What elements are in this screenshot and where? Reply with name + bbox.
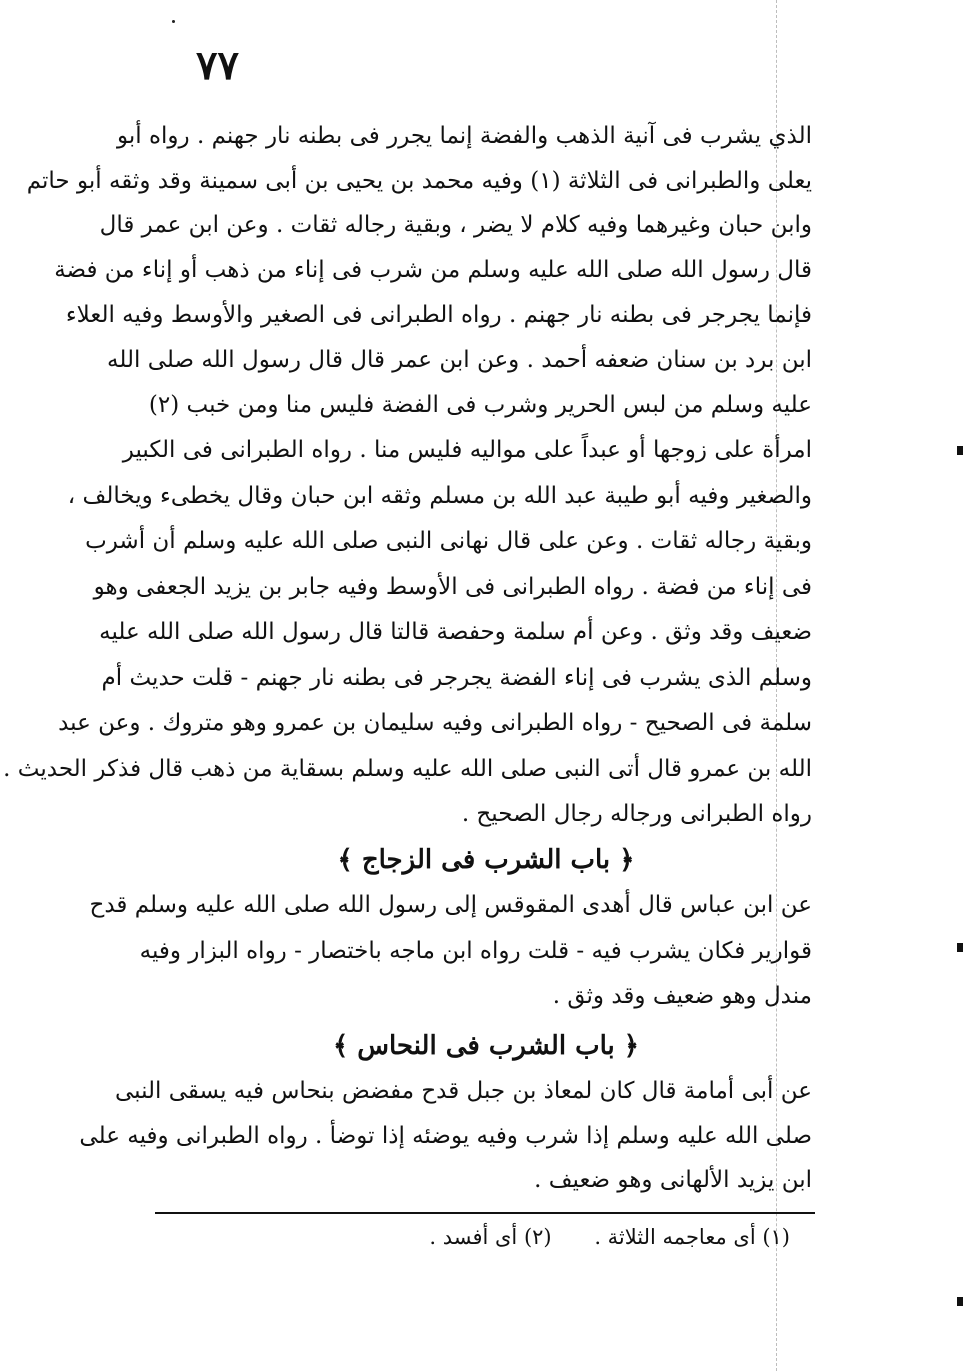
text-line: الذي يشرب فى آنية الذهب والفضة إنما يجرر فى بطنه نار جهنم . رواه أبو [117,123,812,149]
footnotes [160,1222,790,1252]
footnote-2: (٢) أى أفسد . [429,1225,552,1249]
text-line: فى إناء من فضة . رواه الطبرانى فى الأوسط وفيه جابر بن يزيد الجعفى وهو [93,574,812,600]
text-line: ضعيف وقد وثق . وعن أم سلمة وحفصة قالتا قال رسول الله صلى الله عليه [99,619,812,645]
text-line: عليه وسلم من لبس الحرير وشرب فى الفضة فليس منا ومن خبب (٢) [148,392,812,418]
text-line: مندل وهو ضعيف وقد وثق . [552,983,812,1009]
footnote-1: (١) أى معاجمه الثلاثة . [594,1225,790,1249]
text-line: امرأة على زوجها أو عبداً على مواليه فليس منا . رواه الطبرانى فى الكبير [122,437,812,463]
text-line: عن أبى أمامة قال كان لمعاذ بن جبل قدح مفضض بنحاس فيه يسقى النبى [114,1078,812,1104]
text-line: ابن برد بن سنان ضعفه أحمد . وعن ابن عمر قال قال رسول الله صلى الله [107,347,812,373]
section-heading: ﴿ باب الشرب فى الزجاج ﴾ [337,845,635,875]
margin-mark [957,446,963,455]
section-heading: ﴿ باب الشرب فى النحاس ﴾ [332,1031,640,1061]
text-line: الله بن عمرو قال أتى النبى صلى الله عليه وسلم بسقاية من ذهب قال فذكر الحديث . [3,756,812,782]
text-line: وسلم الذى يشرب فى إناء الفضة يجرجر فى بطنه نار جهنم - قلت حديث أم [101,665,812,691]
text-line: رواه الطبرانى ورجاله رجال الصحيح . [461,801,812,827]
text-line: فإنما يجرجر فى بطنه نار جهنم . رواه الطبرانى فى الصغير والأوسط وفيه العلاء [65,302,812,328]
text-line: والصغير وفيه أبو طيبة عبد الله بن مسلم وثقه ابن حبان وقال يخطىء ويخالف ، [67,483,812,509]
text-line: صلى الله عليه وسلم إذا شرب وفيه يوضئه إذا توضأ . رواه الطبرانى وفيه على [79,1123,812,1149]
text-line: وابن حبان وغيرهما وفيه كلام لا يضر ، وبقية رجاله ثقات . وعن ابن عمر قال [99,212,812,238]
text-line: قال رسول الله صلى الله عليه وسلم من شرب فى إناء من ذهب أو إناء من فضة [54,257,812,283]
text-line: يعلى والطبرانى فى الثلاثة (١) وفيه محمد بن يحيى بن أبى سمينة وقد وثقه أبو حاتم [26,168,812,194]
footnote-rule [155,1212,815,1214]
text-line: سلمة فى الصحيح - رواه الطبرانى وفيه سليمان بن عمرو وهو متروك . وعن عبد [58,710,812,736]
text-line: قوارير فكان يشرب فيه - قلت رواه ابن ماجه باختصار - رواه البزار وفيه [139,938,812,964]
margin-mark [957,943,963,952]
text-line: ابن يزيد الألهانى وهو ضعيف . [534,1167,812,1193]
text-line: وبقية رجاله ثقات . وعن على قال نهانى النبى صلى الله عليه وسلم أن أشرب [85,528,812,554]
speck-top [172,20,175,23]
margin-mark [957,1297,963,1306]
page-number: ٧٧ [196,42,239,89]
text-line: عن ابن عباس قال أهدى المقوقس إلى رسول الله صلى الله عليه وسلم قدح [89,892,812,918]
